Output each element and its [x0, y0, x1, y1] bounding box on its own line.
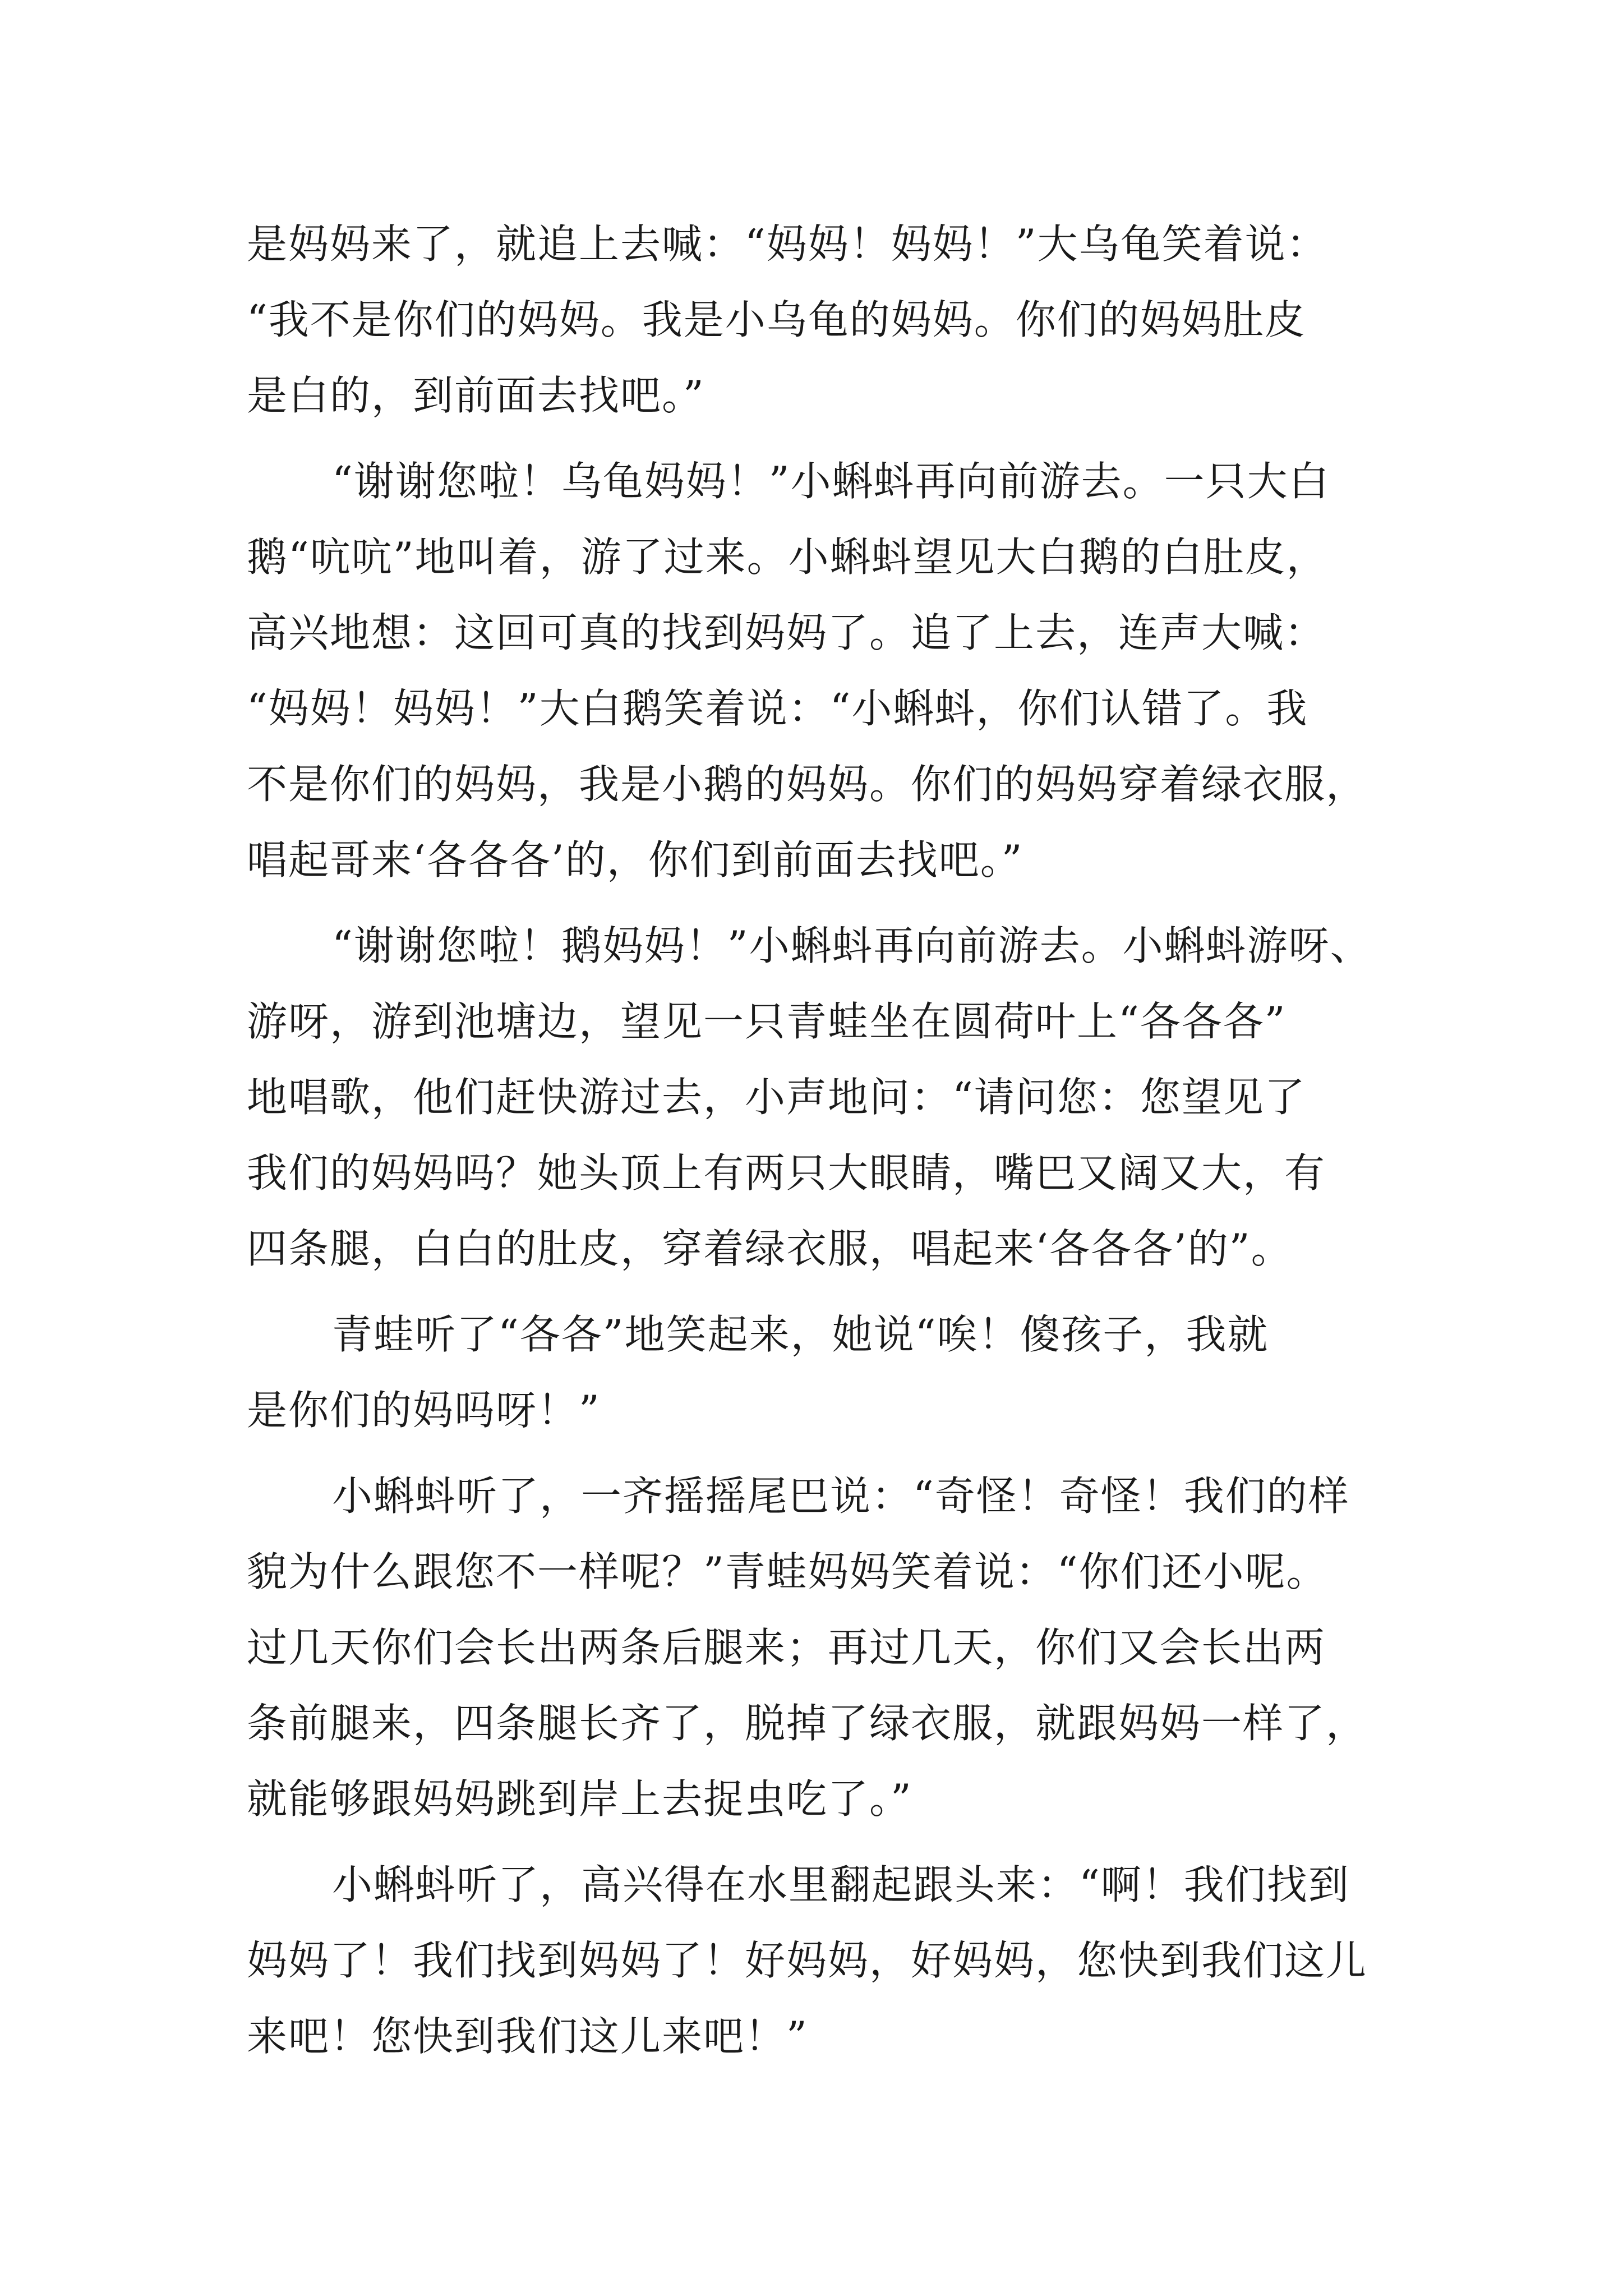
text-line: 貌为什么跟您不一样呢？”青蛙妈妈笑着说：“你们还小呢。 [247, 1548, 1328, 1595]
text-line: 是你们的妈吗呀！” [247, 1387, 601, 1434]
text-line: “妈妈！妈妈！”大白鹅笑着说：“小蝌蚪，你们认错了。我 [247, 685, 1308, 732]
text-line: 我们的妈妈吗？她头顶上有两只大眼睛，嘴巴又阔又大，有 [247, 1149, 1326, 1197]
text-line: 青蛙听了“各各”地笑起来，她说“唉！傻孩子，我就 [332, 1311, 1269, 1358]
text-line: 是妈妈来了，就追上去喊：“妈妈！妈妈！”大乌龟笑着说： [247, 220, 1328, 268]
text-line: 地唱歌，他们赶快游过去，小声地问：“请问您：您望见了 [247, 1074, 1306, 1121]
text-line: “谢谢您啦！鹅妈妈！”小蝌蚪再向前游去。小蝌蚪游呀、 [332, 922, 1372, 969]
text-line: “谢谢您啦！乌龟妈妈！”小蝌蚪再向前游去。一只大白 [332, 458, 1330, 505]
text-line: 是白的，到前面去找吧。” [247, 372, 705, 419]
text-line: 不是你们的妈妈，我是小鹅的妈妈。你们的妈妈穿着绿衣服， [247, 761, 1368, 808]
text-line: 唱起哥来‘各各各’的，你们到前面去找吧。” [247, 836, 1023, 884]
text-line: 鹅“吭吭”地叫着，游了过来。小蝌蚪望见大白鹅的白肚皮， [247, 533, 1328, 581]
text-line: 游呀，游到池塘边，望见一只青蛙坐在圆荷叶上“各各各” [247, 998, 1287, 1045]
text-line: 小蝌蚪听了，高兴得在水里翻起跟头来：“啊！我们找到 [332, 1861, 1350, 1908]
text-line: 妈妈了！我们找到妈妈了！好妈妈，好妈妈，您快到我们这儿 [247, 1937, 1368, 1984]
text-line: 来吧！您快到我们这儿来吧！” [247, 2013, 808, 2060]
text-line: “我不是你们的妈妈。我是小乌龟的妈妈。你们的妈妈肚皮 [247, 296, 1306, 343]
text-line: 条前腿来，四条腿长齐了，脱掉了绿衣服，就跟妈妈一样了， [247, 1700, 1368, 1747]
text-line: 四条腿，白白的肚皮，穿着绿衣服，唱起来‘各各各’的”。 [247, 1225, 1293, 1272]
text-line: 高兴地想：这回可真的找到妈妈了。追了上去，连声大喊： [247, 609, 1326, 656]
text-line: 小蝌蚪听了，一齐摇摇尾巴说：“奇怪！奇怪！我们的样 [332, 1473, 1350, 1520]
text-line: 就能够跟妈妈跳到岸上去捉虫吃了。” [247, 1775, 912, 1823]
text-line: 过几天你们会长出两条后腿来；再过几天，你们又会长出两 [247, 1624, 1326, 1671]
